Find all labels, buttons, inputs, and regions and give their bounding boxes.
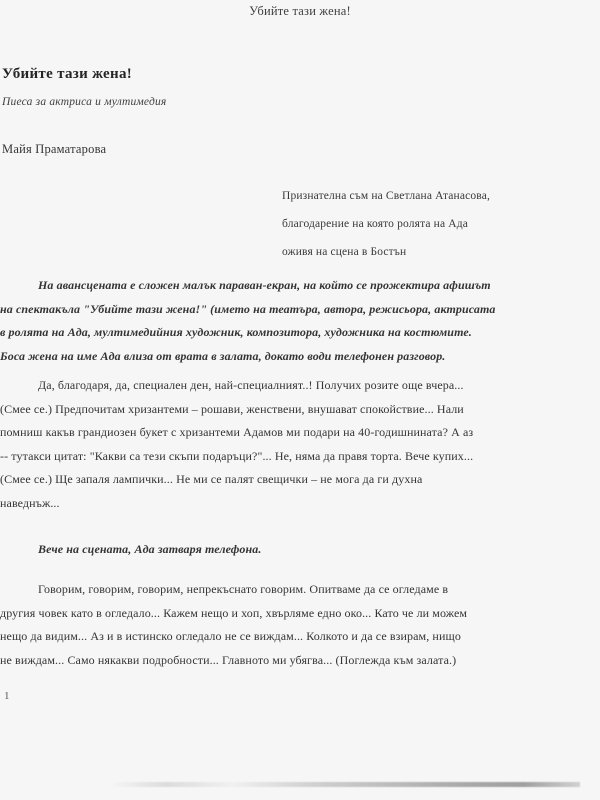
dedication-line-2: благодарение на която ролята на Ада — [282, 218, 468, 230]
speech-one-line-2: (Смее се.) Предпочитам хризантеми – рошави, женствени, внушават спокойствие... Нали — [0, 401, 464, 416]
speech-one-line-1: Да, благодаря, да, специален ден, най-специалният..! Получих розите още вчера... — [38, 378, 464, 392]
monologue-first — [0, 374, 530, 515]
page-number: 1 — [4, 690, 10, 702]
speech-two-line-2: другия човек като в огледало... Кажем нещо и хоп, хвърляме едно око... Като че ли можем — [0, 605, 468, 620]
stage-opening-line-1: На авансцената е сложен малък параван-екран, на който се прожектира афишът — [38, 278, 491, 292]
speech-two-line-4: не виждам... Само някакви подробности... Главното ми убягва... (Поглежда към залата.) — [0, 652, 457, 667]
speech-two-line-1: Говорим, говорим, говорим, непрекъснато говорим. Опитваме да се огледаме в — [38, 582, 449, 596]
speech-one-line-3: помниш какъв грандиозен букет с хризантеми Адамов ми подари на 40-годишнината? А аз — [0, 425, 474, 439]
page-subtitle: Пиеса за актриса и мултимедия — [2, 95, 167, 108]
speech-one-line-6: наведнъж... — [0, 495, 60, 510]
scan-artifact-footer — [110, 782, 580, 787]
stage-phone-line-1: Вече на сцената, Ада затваря телефона. — [38, 542, 262, 556]
title-block — [2, 66, 532, 108]
speech-one-line-5: (Смее се.) Ще запаля лампички... Не ми се палят свещички – не мога да ги духна — [0, 472, 423, 486]
speech-two-line-3: нещо да видим... Аз и в истинско огледало не се виждам... Колкото и да се взирам, нищо — [0, 629, 461, 643]
stage-direction-opening — [0, 274, 530, 368]
stage-opening-line-3: в ролята на Ада, мултимедийния художник, композитора, художника на костюмите. — [0, 325, 472, 339]
monologue-second — [0, 578, 530, 672]
stage-opening-line-2: на спектакъла "Убийте тази жена!" (името на театъра, автора, режисьора, актрисата — [0, 301, 496, 316]
speech-one-line-4: -- тутакси цитат: "Какви са тези скъпи подаръци?"... Не, няма да правя торта. Вече купих... — [0, 448, 474, 463]
running-header: Убийте тази жена! — [249, 4, 351, 18]
page-title: Убийте тази жена! — [2, 66, 133, 82]
stage-direction-phone — [0, 538, 530, 562]
dedication-line-3: оживя на сцена в Бостън — [282, 246, 407, 258]
dedication-line-1: Признателна съм на Светлана Атанасова, — [282, 190, 490, 202]
author-name: Майя Праматарова — [2, 142, 107, 156]
dedication-block — [282, 182, 532, 266]
stage-opening-line-4: Боса жена на име Ада влиза от врата в залата, докато води телефонен разговор. — [0, 348, 446, 363]
